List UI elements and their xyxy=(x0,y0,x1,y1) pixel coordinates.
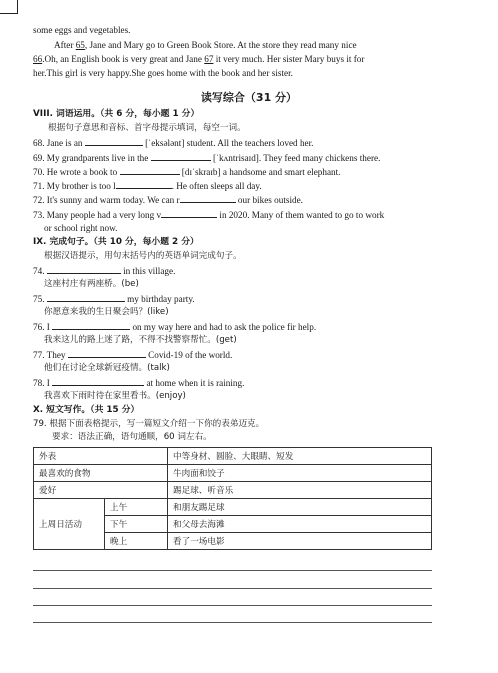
question-76-hint: 我来这儿的路上迷了路，不得不找警察帮忙。(get) xyxy=(44,335,237,345)
question-73-continued: or school right now. xyxy=(44,223,118,233)
writing-line[interactable] xyxy=(33,588,432,589)
question-77 xyxy=(33,348,232,361)
table-cell-label: 外表 xyxy=(34,448,168,465)
answer-blank-72[interactable] xyxy=(180,193,236,203)
question-73 xyxy=(33,208,384,221)
blank-65[interactable]: 65 xyxy=(75,40,85,50)
crop-mark-horizontal xyxy=(0,13,18,14)
question-text: at home when it is raining. xyxy=(144,378,245,388)
question-text: 72. It's sunny and warm today. We can r xyxy=(33,195,180,205)
table-row xyxy=(34,482,432,499)
table-cell-time: 上午 xyxy=(105,499,168,516)
question-77-hint: 他们在讨论全球新冠疫情。(talk) xyxy=(44,363,170,373)
question-text: 71. My brother is too l xyxy=(33,181,116,191)
question-79: 79. 根据下面表格提示，写一篇短文介绍一下你的表弟迈克。 xyxy=(33,419,265,429)
question-text: on my way here and had to ask the police fir help. xyxy=(130,322,317,332)
question-text: [ˈkʌntrisaɪd]. They feed many chickens there. xyxy=(210,153,381,163)
question-75-hint: 你愿意来我的生日聚会吗？(like) xyxy=(44,307,169,317)
blank-66[interactable]: 66 xyxy=(33,54,43,64)
table-cell-label: 爱好 xyxy=(34,482,168,499)
question-text: in this village. xyxy=(120,266,176,276)
question-text: 77. They xyxy=(33,350,68,360)
blank-67[interactable]: 67 xyxy=(204,54,214,64)
question-text: in 2020. Many of them wanted to go to work xyxy=(217,210,385,220)
info-table xyxy=(33,447,432,550)
answer-blank-73[interactable] xyxy=(161,208,217,218)
section8-instruction: 根据句子意思和音标、首字母提示填词，每空一词。 xyxy=(48,123,246,133)
section9-title: IX. 完成句子。（共 10 分，每小题 2 分） xyxy=(33,237,199,247)
question-75 xyxy=(33,292,195,305)
answer-blank-71[interactable] xyxy=(116,179,172,189)
writing-requirement: 要求：语法正确，语句通顺，60 词左右。 xyxy=(52,432,212,442)
answer-blank-76[interactable] xyxy=(52,320,130,330)
passage-text: it very much. Her sister Mary buys it for xyxy=(213,54,365,64)
section10-title: X. 短文写作。（共 15 分） xyxy=(33,405,140,415)
section-heading: 读写综合（31 分） xyxy=(200,91,298,104)
passage-text: .Oh, an English book is very great and Jane xyxy=(42,54,205,64)
question-72 xyxy=(33,193,303,206)
passage-line-4 xyxy=(33,67,293,79)
question-74-hint: 这座村庄有两座桥。(be) xyxy=(44,279,139,289)
answer-blank-78[interactable] xyxy=(52,376,144,386)
crop-mark-vertical xyxy=(17,0,18,14)
question-text: 74. xyxy=(33,266,47,276)
question-68 xyxy=(33,136,313,149)
writing-line[interactable] xyxy=(33,605,432,606)
question-text: 73. Many people had a very long v xyxy=(33,210,162,220)
table-cell-time: 晚上 xyxy=(105,533,168,550)
question-78 xyxy=(33,376,244,389)
question-text: [dɪˈskraɪb] a handsome and smart elephant. xyxy=(179,167,341,177)
answer-blank-69[interactable] xyxy=(151,151,211,161)
question-71 xyxy=(33,179,262,192)
section9-instruction: 根据汉语提示，用句末括号内的英语单词完成句子。 xyxy=(44,251,242,261)
table-cell-label: 上周日活动 xyxy=(34,499,105,550)
question-text: 76. I xyxy=(33,322,53,332)
question-text: . He often sleeps all day. xyxy=(171,181,262,191)
question-69 xyxy=(33,151,380,164)
question-text: Covid-19 of the world. xyxy=(145,350,233,360)
writing-line[interactable] xyxy=(33,570,432,571)
passage-line-1 xyxy=(33,24,130,36)
passage-text: some eggs and vegetables. xyxy=(33,25,131,35)
question-70 xyxy=(33,165,340,178)
table-row xyxy=(34,499,432,516)
passage-text: , Jane and Mary go to Green Book Store. At the store they read many nice xyxy=(84,40,357,50)
passage-text: After xyxy=(54,40,76,50)
passage-line-3 xyxy=(33,53,364,65)
table-cell-time: 下午 xyxy=(105,516,168,533)
question-text: 75. xyxy=(33,294,47,304)
passage-line-2 xyxy=(54,39,357,51)
table-cell-value: 牛肉面和饺子 xyxy=(168,465,432,482)
table-cell-value: 中等身材、圆脸、大眼睛、短发 xyxy=(168,448,432,465)
table-cell-value: 和父母去海滩 xyxy=(168,516,432,533)
question-text: 68. Jane is an xyxy=(33,138,85,148)
question-76 xyxy=(33,320,316,333)
question-text: our bikes outside. xyxy=(235,195,303,205)
answer-blank-77[interactable] xyxy=(68,348,146,358)
question-text: 70. He wrote a book to xyxy=(33,167,120,177)
question-74 xyxy=(33,264,175,277)
question-text: 69. My grandparents live in the xyxy=(33,153,151,163)
question-78-hint: 我喜欢下雨时待在家里看书。(enjoy) xyxy=(44,391,186,401)
answer-blank-70[interactable] xyxy=(120,165,180,175)
answer-blank-74[interactable] xyxy=(47,264,121,274)
table-row xyxy=(34,448,432,465)
table-cell-value: 和朋友踢足球 xyxy=(168,499,432,516)
section8-title: VIII. 词语运用。（共 6 分，每小题 1 分） xyxy=(33,109,200,119)
table-row xyxy=(34,465,432,482)
answer-blank-75[interactable] xyxy=(47,292,125,302)
passage-text: her.This girl is very happy.She goes home with the book and her sister. xyxy=(33,68,293,78)
table-cell-value: 看了一场电影 xyxy=(168,533,432,550)
table-cell-label: 最喜欢的食物 xyxy=(34,465,168,482)
question-text: my birthday party. xyxy=(124,294,195,304)
table-cell-value: 踢足球、听音乐 xyxy=(168,482,432,499)
question-text: [ˈeksələnt] student. All the teachers loved her. xyxy=(142,138,314,148)
answer-blank-68[interactable] xyxy=(85,136,143,146)
writing-line[interactable] xyxy=(33,622,432,623)
question-text: 78. I xyxy=(33,378,53,388)
